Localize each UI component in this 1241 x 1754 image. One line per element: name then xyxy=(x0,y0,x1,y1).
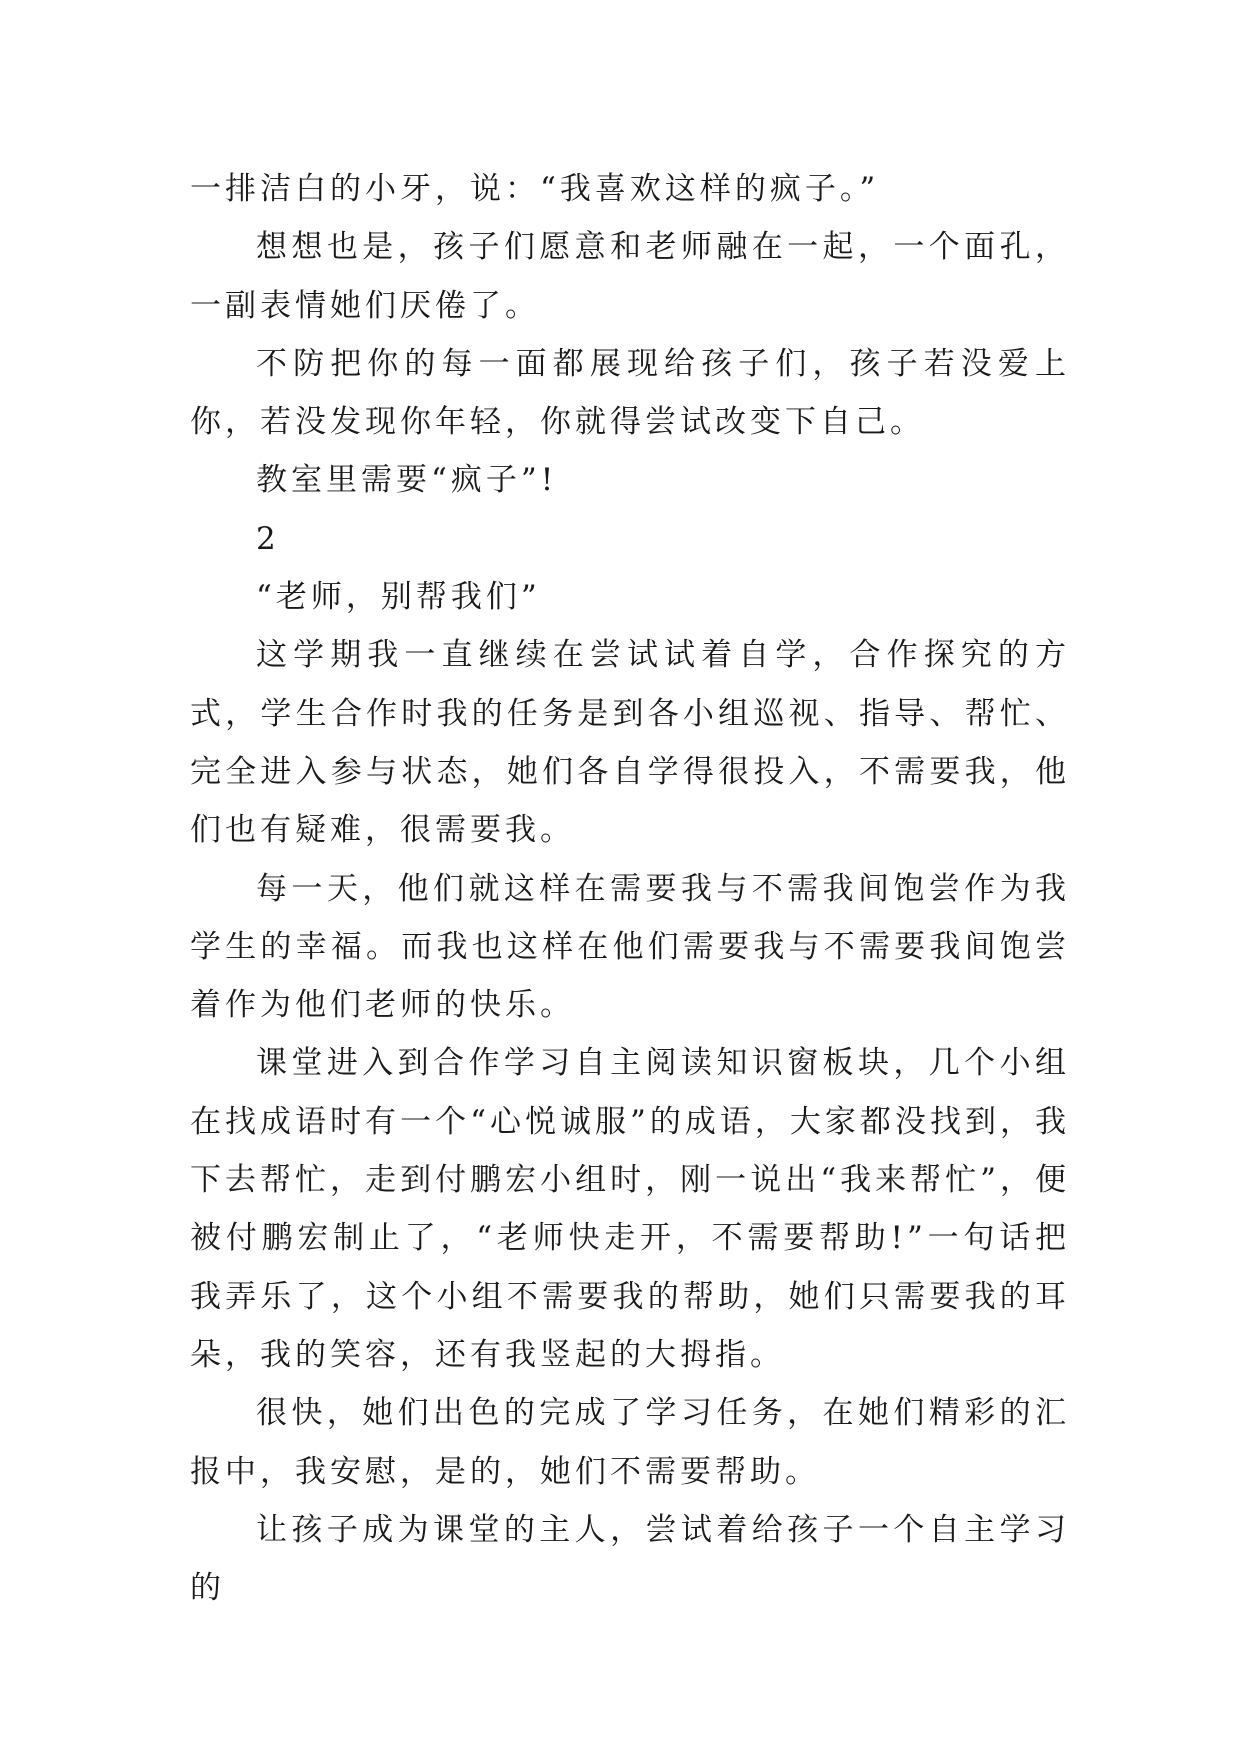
section-heading: “老师，别帮我们” xyxy=(256,579,541,616)
paragraph-4: 教室里需要“疯子”! xyxy=(256,462,558,499)
paragraph-8: 很快，她们出色的完成了学习任务，在她们精彩的汇报中，我安慰，是的，她们不需要帮助。 xyxy=(190,1395,1070,1490)
section-number: 2 xyxy=(256,520,280,557)
paragraph-6: 每一天，他们就这样在需要我与不需我间饱尝作为我学生的幸福。而我也这样在他们需要我与不需要我间饱尝着作为他们老师的快乐。 xyxy=(190,870,1070,1024)
paragraph-1: 一排洁白的小牙，说：“我喜欢这样的疯子。” xyxy=(190,171,880,207)
paragraph-3: 不防把你的每一面都展现给孩子们，孩子若没爱上你，若没发现你年轻，你就得尝试改变下自己。 xyxy=(190,345,1070,441)
paragraph-9: 让孩子成为课堂的主人，尝试着给孩子一个自主学习的 xyxy=(190,1511,1070,1607)
paragraph-5: 这学期我一直继续在尝试试着自学，合作探究的方式，学生合作时我的任务是到各小组巡视、指导、帮忙、完全进入参与状态，她们各自学得很投入，不需要我，他们也有疑难，很需要我。 xyxy=(190,637,1070,849)
document-body xyxy=(190,160,1070,1617)
paragraph-7: 课堂进入到合作学习自主阅读知识窗板块，几个小组在找成语时有一个“心悦诚服”的成语，大家都没找到，我下去帮忙，走到付鹏宏小组时，刚一说出“我来帮忙”，便被付鹏宏制止了，“老师快走开，不需要帮助!”一句话把我弄乐了，这个小组不需要我的帮助，她们只需要我的耳朵，我的笑容，还有我竖起的大拇指。 xyxy=(190,1045,1070,1373)
paragraph-2: 想想也是，孩子们愿意和老师融在一起，一个面孔，一副表情她们厌倦了。 xyxy=(190,229,1070,324)
